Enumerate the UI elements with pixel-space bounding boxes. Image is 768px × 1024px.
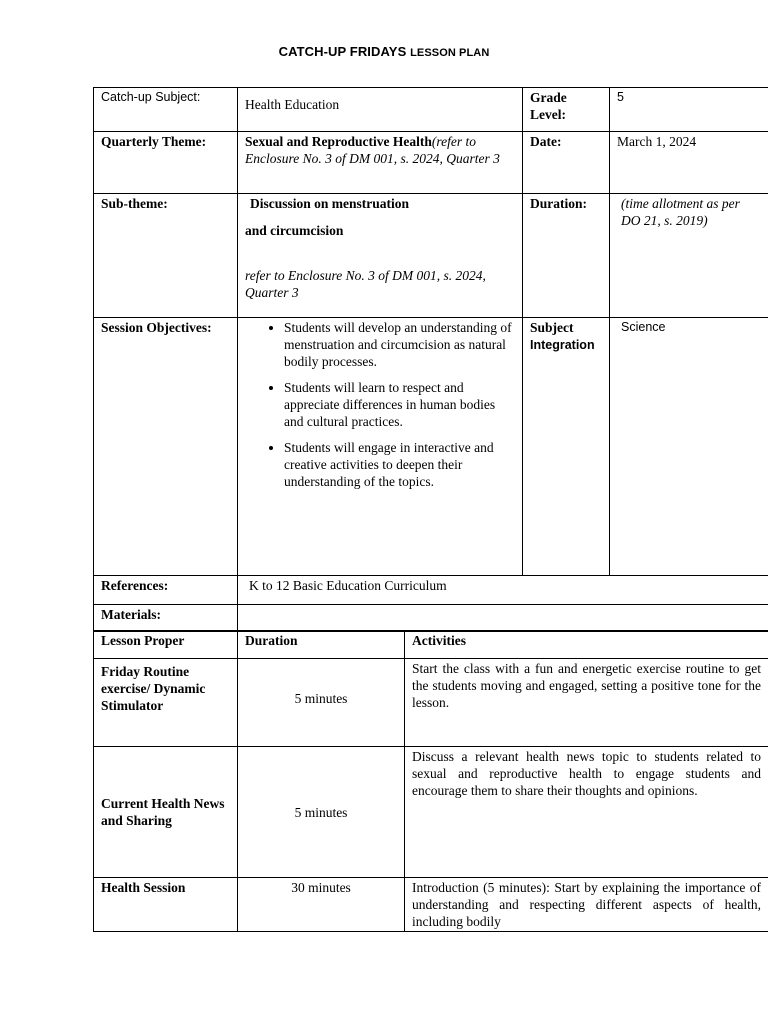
lesson-part: Current Health News and Sharing	[94, 747, 238, 878]
grade-value: 5	[610, 88, 768, 132]
theme-value-bold: Sexual and Reproductive Health	[245, 134, 432, 149]
lesson-header-row	[94, 631, 768, 659]
materials-label: Materials:	[94, 605, 238, 632]
references-label: References:	[94, 576, 238, 605]
subtheme-line-1: Discussion on menstruation	[250, 196, 410, 211]
references-value: K to 12 Basic Education Curriculum	[238, 576, 768, 605]
title-main: CATCH-UP FRIDAYS	[278, 44, 407, 59]
subtheme-ref: refer to Enclosure No. 3 of DM 001, s. 2024, Quarter 3	[245, 268, 486, 300]
references-row	[94, 576, 768, 605]
integration-label-2: Integration	[530, 338, 595, 352]
title-sub: LESSON PLAN	[410, 47, 490, 59]
objective-item: • Students will develop an understanding of menstruation and circumcision as natural bodily processes.	[284, 319, 515, 370]
grade-label: Grade Level:	[523, 88, 610, 132]
header-lesson-proper: Lesson Proper	[94, 631, 238, 659]
subject-value: Health Education	[238, 88, 523, 132]
duration-value: (time allotment as per DO 21, s. 2019)	[610, 194, 768, 318]
subtheme-row	[94, 194, 768, 318]
duration-label: Duration:	[523, 194, 610, 318]
lesson-part: Health Session	[94, 878, 238, 932]
lesson-activity: Discuss a relevant health news topic to students related to sexual and reproductive health to engage students and encourage them to share their thoughts and opinions.	[405, 747, 768, 878]
subject-label: Catch-up Subject:	[94, 88, 238, 132]
lesson-part: Friday Routine exercise/ Dynamic Stimulator	[94, 659, 238, 747]
objective-item: • Students will engage in interactive and creative activities to deepen their understanding of the topics.	[284, 439, 515, 490]
header-duration: Duration	[238, 631, 405, 659]
integration-label-1: Subject	[530, 320, 574, 335]
theme-row	[94, 132, 768, 194]
lesson-duration: 5 minutes	[238, 659, 405, 747]
date-value: March 1, 2024	[610, 132, 768, 194]
subtheme-line-2: and circumcision	[245, 223, 344, 238]
subject-row	[94, 88, 768, 132]
subtheme-value	[238, 194, 523, 318]
theme-value-ref: (refer to Enclosure No. 3 of DM 001, s. 2024, Quarter 3	[245, 134, 500, 166]
table-row	[94, 747, 768, 878]
info-table	[93, 87, 768, 576]
objectives-list	[238, 319, 515, 490]
objective-item: • Students will learn to respect and appreciate differences in human bodies and cultural practices.	[284, 379, 515, 430]
table-row	[94, 659, 768, 747]
objectives-row	[94, 318, 768, 576]
lesson-duration: 30 minutes	[238, 878, 405, 932]
table-row	[94, 878, 768, 932]
header-activities: Activities	[405, 631, 768, 659]
date-label: Date:	[523, 132, 610, 194]
theme-value	[238, 132, 523, 194]
document-title	[0, 44, 768, 59]
theme-label: Quarterly Theme:	[94, 132, 238, 194]
materials-value	[238, 605, 768, 632]
integration-label	[523, 318, 610, 576]
lesson-activity: Introduction (5 minutes): Start by explaining the importance of understanding and respecting different aspects of health, including bodily	[405, 878, 768, 932]
references-table	[93, 575, 768, 632]
lesson-duration: 5 minutes	[238, 747, 405, 878]
lesson-table	[93, 630, 768, 932]
objectives-label: Session Objectives:	[94, 318, 238, 576]
materials-row	[94, 605, 768, 632]
objectives-list-cell	[238, 318, 523, 576]
lesson-activity: Start the class with a fun and energetic exercise routine to get the students moving and engaged, setting a positive tone for the lesson.	[405, 659, 768, 747]
subtheme-label: Sub-theme:	[94, 194, 238, 318]
integration-value: Science	[610, 318, 768, 576]
